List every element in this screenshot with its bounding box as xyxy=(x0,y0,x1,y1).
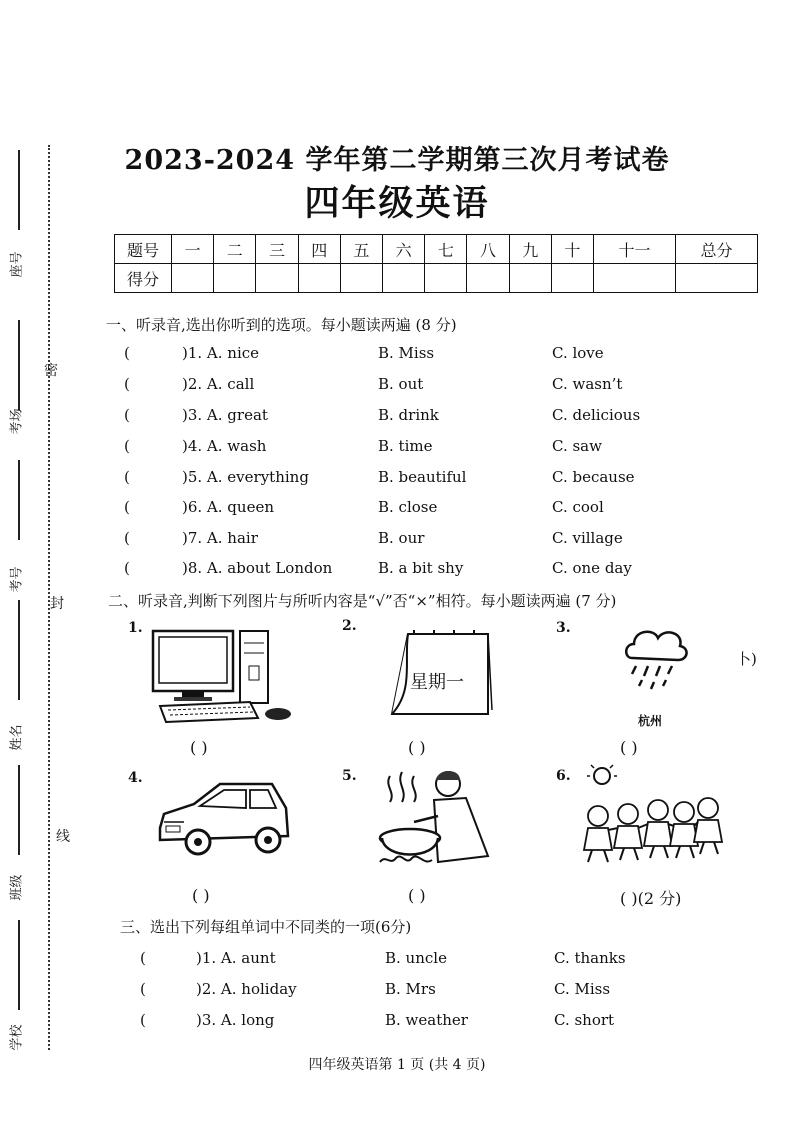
calendar-icon xyxy=(384,630,494,718)
option-a: )6. A. queen xyxy=(182,498,274,516)
option-c: C. Miss xyxy=(554,980,611,998)
binding-line xyxy=(18,320,20,410)
seal-char-3: 线 xyxy=(56,829,70,845)
option-c: C. village xyxy=(552,529,623,547)
section1-heading: 一、听录音,选出你听到的选项。每小题读两遍 (8 分) xyxy=(106,316,457,334)
picture-number: 6. xyxy=(556,768,571,784)
score-table-score-row xyxy=(115,264,758,293)
option-a: )3. A. great xyxy=(182,406,268,424)
answer-bracket[interactable]: ( xyxy=(124,375,130,393)
option-b: B. drink xyxy=(378,406,439,424)
section2-heading: 二、听录音,判断下列图片与所听内容是“√”否“×”相符。每小题读两遍 (7 分) xyxy=(108,592,617,610)
answer-bracket[interactable]: ( xyxy=(124,344,130,362)
score-cell: 十一 xyxy=(594,235,676,264)
option-b: B. beautiful xyxy=(378,468,467,486)
option-c: C. thanks xyxy=(554,949,626,967)
answer-bracket[interactable]: ( xyxy=(140,1011,146,1029)
score-entry-cell[interactable] xyxy=(594,264,676,293)
car-icon xyxy=(154,778,294,860)
rain-cloud-icon xyxy=(622,622,692,692)
option-a: )5. A. everything xyxy=(182,468,309,486)
option-c: C. because xyxy=(552,468,635,486)
option-c: C. one day xyxy=(552,559,632,577)
answer-bracket[interactable]: ( xyxy=(124,559,130,577)
score-entry-cell[interactable] xyxy=(383,264,425,293)
option-c: C. cool xyxy=(552,498,604,516)
answer-bracket[interactable]: ( xyxy=(124,406,130,424)
option-b: B. close xyxy=(378,498,438,516)
score-cell: 四 xyxy=(298,235,340,264)
option-c: C. love xyxy=(552,344,604,362)
score-table xyxy=(114,234,758,293)
picture-number: 5. xyxy=(342,768,357,784)
margin-label-name: 姓名 xyxy=(9,724,25,751)
answer-bracket[interactable]: ( xyxy=(124,498,130,516)
score-cell: 题号 xyxy=(115,235,172,264)
score-entry-cell[interactable] xyxy=(298,264,340,293)
score-entry-cell[interactable] xyxy=(340,264,382,293)
score-cell: 六 xyxy=(383,235,425,264)
judge-bracket[interactable]: ( )(2 分) xyxy=(620,889,682,908)
score-entry-cell[interactable] xyxy=(509,264,551,293)
score-entry-cell[interactable] xyxy=(172,264,214,293)
cooking-icon xyxy=(376,766,496,874)
picture-number: 1. xyxy=(128,620,143,636)
answer-bracket[interactable]: ( xyxy=(124,437,130,455)
option-b: B. weather xyxy=(385,1011,468,1029)
option-c: C. saw xyxy=(552,437,602,455)
answer-bracket[interactable]: ( xyxy=(140,980,146,998)
score-cell: 八 xyxy=(467,235,509,264)
option-b: B. time xyxy=(378,437,433,455)
option-a: )4. A. wash xyxy=(182,437,267,455)
answer-bracket[interactable]: ( xyxy=(124,468,130,486)
margin-label-seat: 座号 xyxy=(9,251,25,278)
option-b: B. our xyxy=(378,529,425,547)
seal-char-1: 密 xyxy=(44,363,58,379)
option-a: )7. A. hair xyxy=(182,529,258,547)
picture-number: 4. xyxy=(128,770,143,786)
kids-dancing-icon xyxy=(580,764,724,872)
score-entry-cell[interactable] xyxy=(214,264,256,293)
calendar-text: 星期一 xyxy=(410,672,464,693)
option-a: )1. A. nice xyxy=(182,344,260,362)
option-b: B. Mrs xyxy=(385,980,436,998)
option-b: B. uncle xyxy=(385,949,447,967)
judge-bracket[interactable]: ( ) xyxy=(408,886,426,905)
section3-heading: 三、选出下列每组单词中不同类的一项(6分) xyxy=(120,918,412,936)
option-a: )2. A. holiday xyxy=(196,980,297,998)
option-c: C. wasn’t xyxy=(552,375,623,393)
score-cell: 九 xyxy=(509,235,551,264)
binding-line xyxy=(18,600,20,700)
score-entry-cell[interactable] xyxy=(425,264,467,293)
option-a: )1. A. aunt xyxy=(196,949,276,967)
exam-title: 2023-2024 学年第二学期第三次月考试卷 xyxy=(124,145,670,176)
judge-bracket[interactable]: ( ) xyxy=(620,738,638,757)
option-b: B. a bit shy xyxy=(378,559,464,577)
binding-line xyxy=(18,920,20,1010)
option-b: B. Miss xyxy=(378,344,435,362)
picture-number: 2. xyxy=(342,618,357,634)
score-entry-cell[interactable] xyxy=(551,264,593,293)
binding-line xyxy=(18,765,20,855)
option-a: )2. A. call xyxy=(182,375,255,393)
city-caption: 杭州 xyxy=(638,714,663,728)
judge-bracket[interactable]: ( ) xyxy=(408,738,426,757)
option-c: C. short xyxy=(554,1011,615,1029)
score-cell: 五 xyxy=(340,235,382,264)
score-entry-cell[interactable] xyxy=(256,264,298,293)
binding-line xyxy=(18,460,20,540)
option-a: )3. A. long xyxy=(196,1011,275,1029)
option-b: B. out xyxy=(378,375,424,393)
margin-label-school: 学校 xyxy=(9,1024,25,1051)
page-footer: 四年级英语第 1 页 (共 4 页) xyxy=(308,1057,486,1073)
answer-bracket[interactable]: ( xyxy=(124,529,130,547)
option-c: C. delicious xyxy=(552,406,641,424)
computer-icon xyxy=(150,628,305,723)
picture-number: 3. xyxy=(556,620,571,636)
answer-bracket[interactable]: ( xyxy=(140,949,146,967)
score-cell: 十 xyxy=(551,235,593,264)
judge-bracket[interactable]: ( ) xyxy=(190,738,208,757)
score-cell: 二 xyxy=(214,235,256,264)
option-a: )8. A. about London xyxy=(182,559,333,577)
margin-label-exam-no: 考号 xyxy=(9,566,25,593)
exam-subject: 四年级英语 xyxy=(304,183,490,224)
judge-bracket[interactable]: ( ) xyxy=(192,886,210,905)
score-entry-cell[interactable] xyxy=(675,264,757,293)
score-cell: 一 xyxy=(172,235,214,264)
score-cell: 三 xyxy=(256,235,298,264)
score-table-header-row xyxy=(115,235,758,264)
margin-label-room: 考场 xyxy=(9,408,25,435)
seal-char-2: 封 xyxy=(50,596,64,612)
score-cell: 七 xyxy=(425,235,467,264)
score-row-label: 得分 xyxy=(115,264,172,293)
margin-label-class: 班级 xyxy=(9,874,25,901)
score-entry-cell[interactable] xyxy=(467,264,509,293)
edge-text: 卜) xyxy=(736,650,757,668)
score-cell: 总分 xyxy=(675,235,757,264)
